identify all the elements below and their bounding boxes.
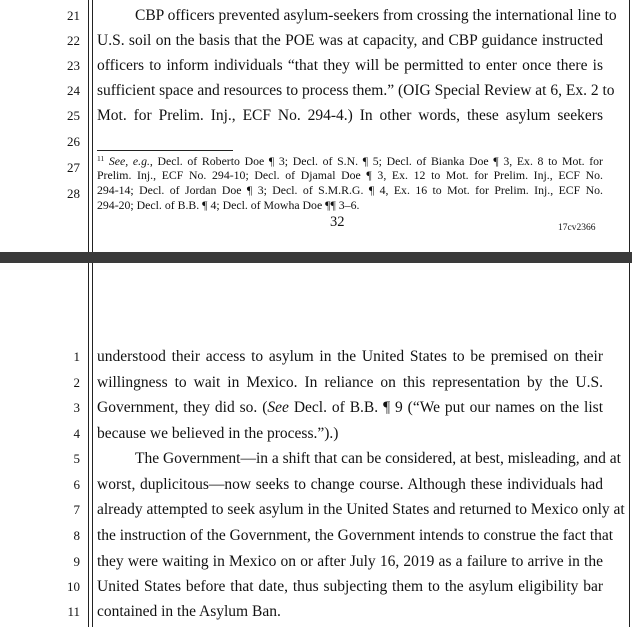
body-line: the instruction of the Government, the Government intends to construe the fact that (97, 527, 614, 544)
line-number: 24 (67, 83, 80, 98)
line-number: 2 (73, 375, 80, 390)
body-line: officers to inform individuals “that they will be permitted to enter once there is (97, 57, 603, 74)
body-line: contained in the Asylum Ban. (97, 603, 281, 620)
right-margin-rule (629, 263, 630, 627)
body-text: Decl. of B.B. ¶ 9 (“We put our names on the list (288, 399, 603, 416)
body-line: willingness to wait in Mexico. In reliance on this representation by the U.S. (97, 374, 603, 391)
line-number: 4 (73, 426, 80, 441)
line-number: 6 (73, 477, 80, 492)
footnote-line (97, 155, 603, 168)
body-line: understood their access to asylum in the United States to be premised on their (97, 348, 603, 365)
line-number: 22 (67, 33, 80, 48)
line-number: 21 (67, 8, 80, 23)
body-line: The Government—in a shift that can be considered, at best, misleading, and at (135, 450, 621, 467)
line-number: 9 (73, 554, 80, 569)
line-number: 7 (73, 502, 80, 517)
body-line: Mot. for Prelim. Inj., ECF No. 294-4.) In other words, these asylum seekers (97, 107, 603, 124)
page-break-separator (0, 252, 632, 263)
line-number: 27 (67, 160, 80, 175)
footnote-separator (97, 150, 233, 151)
line-number: 10 (67, 579, 80, 594)
body-line: already attempted to seek asylum in the United States and returned to Mexico only at (97, 501, 625, 518)
body-line: sufficient space and resources to process them.” (OIG Special Review at 6, Ex. 2 to (97, 82, 615, 99)
body-line: worst, duplicitous—now seeks to change course. Although these individuals had (97, 476, 603, 493)
line-number: 25 (67, 108, 80, 123)
footnote-line: 294-14; Decl. of Jordan Doe ¶ 3; Decl. of S.M.R.G. ¶ 4, Ex. 16 to Mot. for Prelim. Inj., ECF No. (97, 183, 603, 197)
line-number: 11 (67, 604, 80, 619)
line-number: 8 (73, 528, 80, 543)
body-line: U.S. soil on the basis that the POE was at capacity, and CBP guidance instructed (97, 32, 603, 49)
line-number: 1 (73, 349, 80, 364)
footnote-line: Prelim. Inj., ECF No. 294-10; Decl. of Djamal Doe ¶ 3, Ex. 12 to Mot. for Prelim. Inj., ECF No. (97, 168, 603, 182)
line-number: 26 (67, 134, 80, 149)
footnote-signal: See, e.g. (108, 154, 150, 168)
body-line: CBP officers prevented asylum-seekers from crossing the international line to (135, 7, 617, 24)
document-page-32 (0, 0, 632, 252)
citation-signal: See (267, 399, 289, 416)
margin-rule (88, 0, 89, 252)
body-line: they were waiting in Mexico on or after July 16, 2019 as a failure to arrive in the (97, 553, 603, 570)
line-number: 3 (73, 400, 80, 415)
footnote-marker: 11 (97, 154, 105, 163)
document-page-33 (0, 263, 632, 627)
footnote-line: 294-20; Decl. of B.B. ¶ 4; Decl. of Mowha Doe ¶¶ 3–6. (97, 198, 360, 212)
margin-rule (92, 263, 93, 627)
body-line: because we believed in the process.”).) (97, 425, 339, 442)
body-line (97, 399, 603, 417)
margin-rule (88, 263, 89, 627)
body-line: United States before that date, thus subjecting them to the asylum eligibility bar (97, 578, 603, 595)
line-number: 28 (67, 186, 80, 201)
page-number: 32 (330, 214, 345, 230)
line-number: 23 (67, 58, 80, 73)
margin-rule (92, 0, 93, 252)
body-text: Government, they did so. ( (97, 399, 268, 416)
right-margin-rule (629, 0, 630, 252)
line-number: 5 (73, 451, 80, 466)
footnote-text: , Decl. of Roberto Doe ¶ 3; Decl. of S.N. ¶ 5; Decl. of Bianka Doe ¶ 3, Ex. 8 to Mot. for (149, 154, 603, 168)
case-number: 17cv2366 (558, 223, 596, 233)
